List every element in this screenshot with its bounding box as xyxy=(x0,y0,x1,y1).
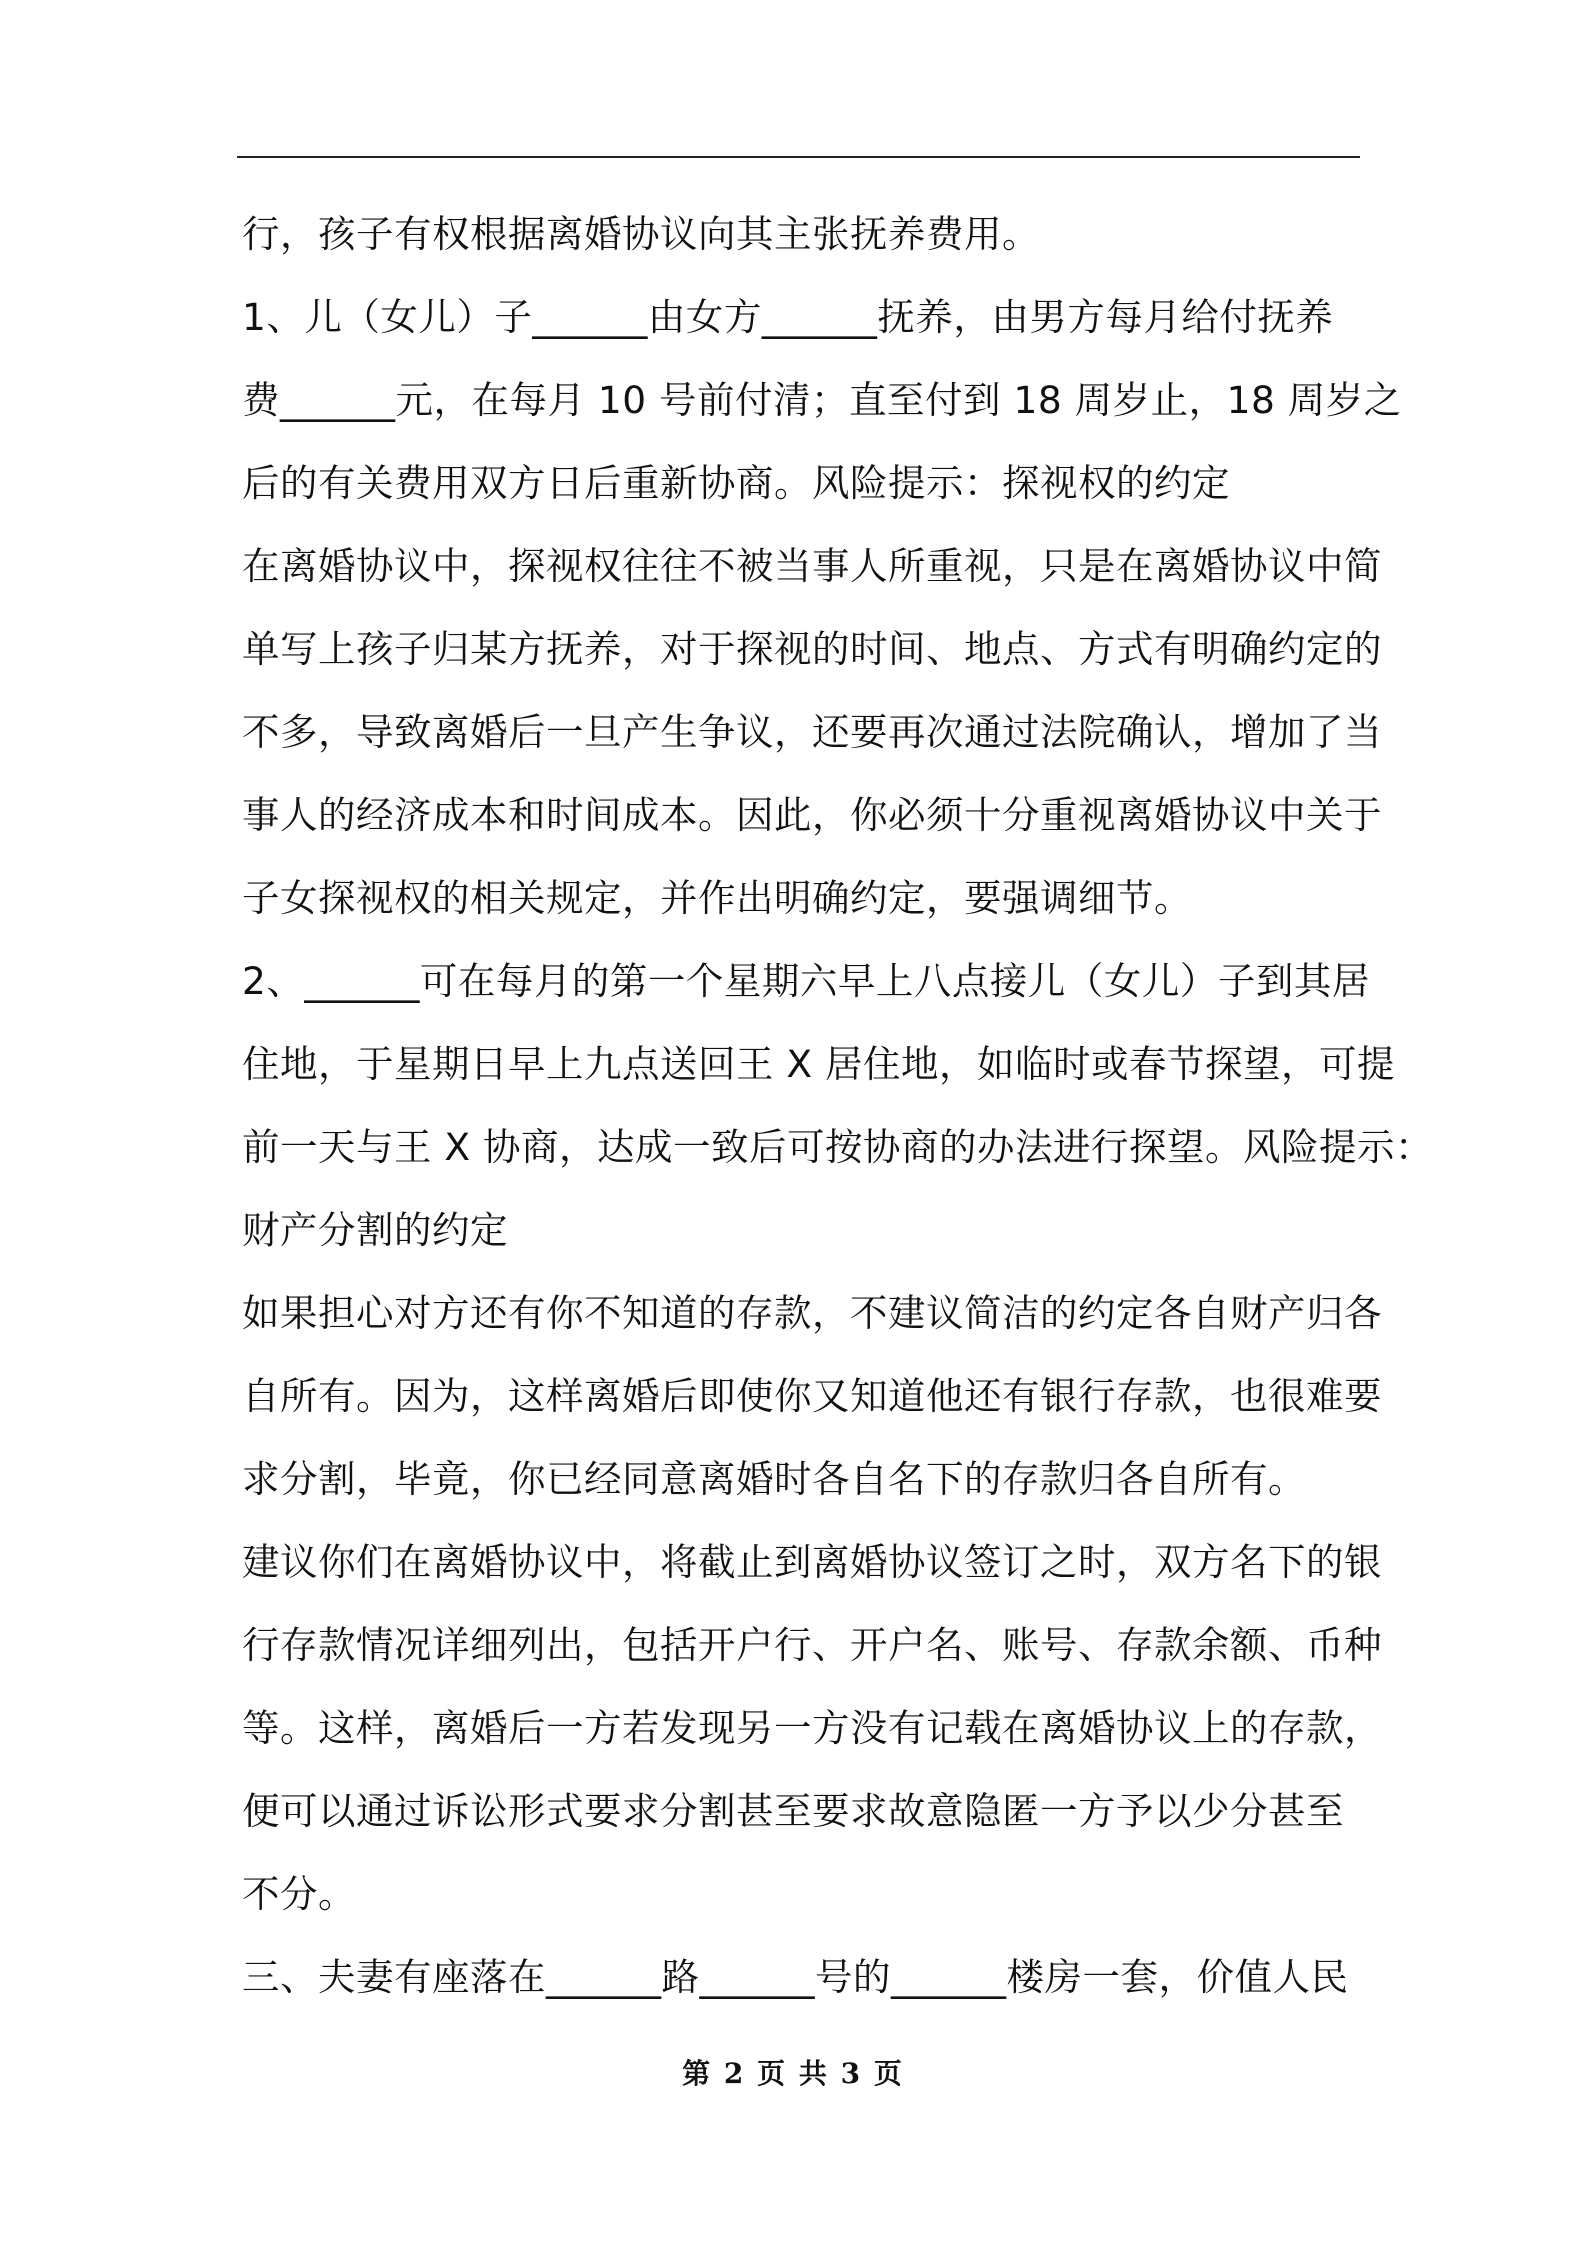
text-line: 便可以通过诉讼形式要求分割甚至要求故意隐匿一方予以少分甚至 xyxy=(242,1789,1344,1833)
text-line: 三、夫妻有座落在______路______号的______楼房一套，价值人民 xyxy=(242,1955,1349,1999)
text-line: 等。这样，离婚后一方若发现另一方没有记载在离婚协议上的存款， xyxy=(242,1706,1382,1750)
text-line: 如果担心对方还有你不知道的存款，不建议简洁的约定各自财产归各 xyxy=(242,1291,1382,1335)
header-rule xyxy=(237,156,1360,158)
text-line: 建议你们在离婚协议中，将截止到离婚协议签订之时，双方名下的银 xyxy=(242,1540,1382,1584)
text-line: 1、儿（女儿）子______由女方______抚养，由男方每月给付抚养 xyxy=(242,295,1334,339)
text-line: 单写上孩子归某方抚养，对于探视的时间、地点、方式有明确约定的 xyxy=(242,627,1382,671)
text-line: 后的有关费用双方日后重新协商。风险提示：探视权的约定 xyxy=(242,461,1230,505)
text-line: 不多，导致离婚后一旦产生争议，还要再次通过法院确认，增加了当 xyxy=(242,710,1382,754)
text-line: 行，孩子有权根据离婚协议向其主张抚养费用。 xyxy=(242,212,1040,256)
text-line: 自所有。因为，这样离婚后即使你又知道他还有银行存款，也很难要 xyxy=(242,1374,1382,1418)
text-line: 子女探视权的相关规定，并作出明确约定，要强调细节。 xyxy=(242,876,1192,920)
text-line: 不分。 xyxy=(242,1872,356,1916)
text-line: 财产分割的约定 xyxy=(242,1208,508,1252)
text-line: 2、______可在每月的第一个星期六早上八点接儿（女儿）子到其居 xyxy=(242,959,1370,1003)
page-number: 第 2 页 共 3 页 xyxy=(682,2057,904,2090)
text-line: 在离婚协议中，探视权往往不被当事人所重视，只是在离婚协议中简 xyxy=(242,544,1382,588)
text-line: 事人的经济成本和时间成本。因此，你必须十分重视离婚协议中关于 xyxy=(242,793,1382,837)
document-body xyxy=(242,193,1434,2019)
text-line: 求分割，毕竟，你已经同意离婚时各自名下的存款归各自所有。 xyxy=(242,1457,1306,1501)
text-line: 行存款情况详细列出，包括开户行、开户名、账号、存款余额、币种 xyxy=(242,1623,1382,1667)
text-line: 费______元，在每月 10 号前付清；直至付到 18 周岁止，18 周岁之 xyxy=(242,378,1402,422)
text-line: 前一天与王 X 协商，达成一致后可按协商的办法进行探望。风险提示： xyxy=(242,1125,1434,1169)
text-line: 住地，于星期日早上九点送回王 X 居住地，如临时或春节探望，可提 xyxy=(242,1042,1396,1086)
